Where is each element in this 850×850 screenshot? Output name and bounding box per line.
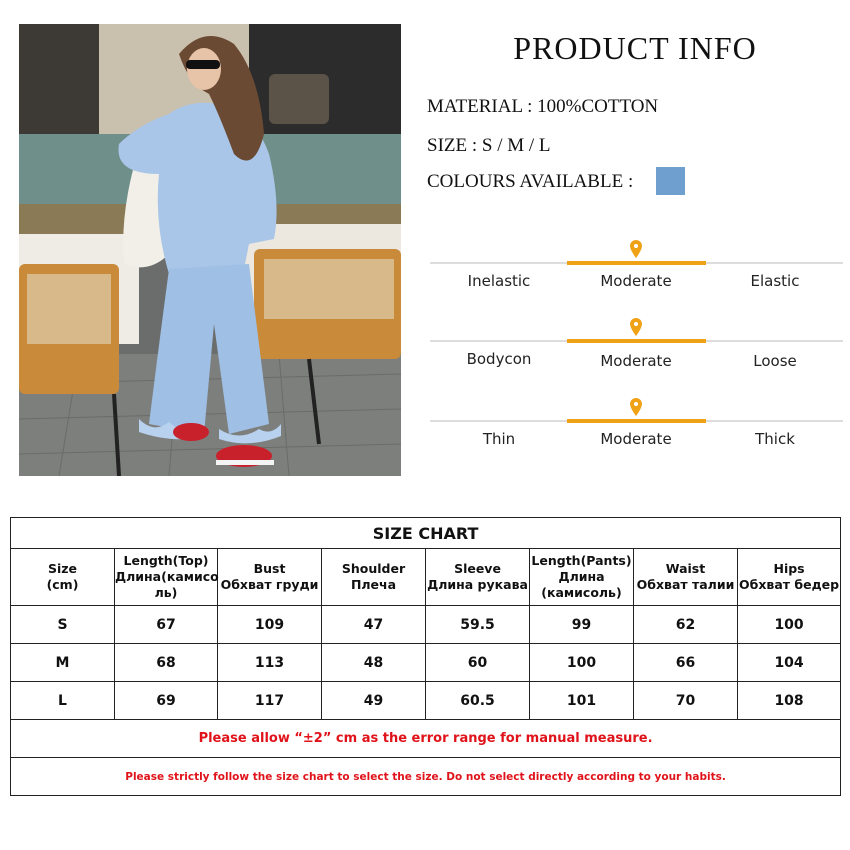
- error-range-note: Please allow “±2” cm as the error range for manual measure.: [11, 720, 841, 758]
- table-cell: 67: [115, 606, 218, 644]
- table-row: [11, 644, 841, 682]
- scale-left-label: Inelastic: [467, 272, 531, 290]
- scale-selected-segment: [567, 339, 706, 343]
- colour-swatch[interactable]: [656, 167, 685, 195]
- table-cell: 100: [530, 644, 634, 682]
- product-info-title: PRODUCT INFO: [513, 30, 757, 66]
- size-chart-table: [10, 517, 841, 796]
- thickness-scale: [430, 398, 843, 458]
- column-header: Length(Top) Длина(камисо ль): [115, 549, 218, 606]
- table-cell: 60: [426, 644, 530, 682]
- column-header: Waist Обхват талии: [634, 549, 738, 606]
- column-header: Shoulder Плеча: [322, 549, 426, 606]
- table-cell: 66: [634, 644, 738, 682]
- size-line: SIZE : S / M / L: [427, 135, 551, 156]
- location-pin-icon: [630, 318, 642, 336]
- scale-right-label: Loose: [753, 352, 797, 370]
- column-header: Hips Обхват бедер: [738, 549, 841, 606]
- table-cell: 69: [115, 682, 218, 720]
- scale-selected-segment: [567, 419, 706, 423]
- table-cell: 70: [634, 682, 738, 720]
- table-cell: S: [11, 606, 115, 644]
- scale-middle-label: Moderate: [600, 430, 672, 448]
- table-cell: 108: [738, 682, 841, 720]
- table-cell: 101: [530, 682, 634, 720]
- scale-left-label: Thin: [482, 430, 516, 448]
- table-row: [11, 682, 841, 720]
- product-photo: [19, 24, 401, 476]
- table-cell: 47: [322, 606, 426, 644]
- table-cell: 49: [322, 682, 426, 720]
- model-illustration: [19, 24, 401, 476]
- table-cell: 113: [218, 644, 322, 682]
- material-line: MATERIAL : 100%COTTON: [427, 96, 659, 117]
- table-cell: 48: [322, 644, 426, 682]
- scale-right-label: Thick: [755, 430, 795, 448]
- column-header: Sleeve Длина рукава: [426, 549, 530, 606]
- table-cell: 99: [530, 606, 634, 644]
- table-row: [11, 606, 841, 644]
- table-cell: 62: [634, 606, 738, 644]
- table-cell: 117: [218, 682, 322, 720]
- table-cell: 100: [738, 606, 841, 644]
- table-cell: M: [11, 644, 115, 682]
- table-cell: 59.5: [426, 606, 530, 644]
- size-chart-title: SIZE CHART: [11, 518, 841, 549]
- location-pin-icon: [630, 398, 642, 416]
- size-chart-header-row: [11, 549, 841, 606]
- column-header: Bust Обхват груди: [218, 549, 322, 606]
- scale-left-label: Bodycon: [466, 350, 532, 368]
- scale-selected-segment: [567, 261, 706, 265]
- size-advice-note: Please strictly follow the size chart to select the size. Do not select directly according to your habits.: [11, 758, 841, 796]
- location-pin-icon: [630, 240, 642, 258]
- scale-middle-label: Moderate: [600, 272, 672, 290]
- scale-middle-label: Moderate: [600, 352, 672, 370]
- column-header: Length(Pants) Длина (камисоль): [530, 549, 634, 606]
- fit-scale: [430, 318, 843, 378]
- elasticity-scale: [430, 240, 843, 300]
- table-cell: 68: [115, 644, 218, 682]
- table-cell: 109: [218, 606, 322, 644]
- table-cell: 104: [738, 644, 841, 682]
- column-header: Size (cm): [11, 549, 115, 606]
- table-cell: 60.5: [426, 682, 530, 720]
- table-cell: L: [11, 682, 115, 720]
- scale-right-label: Elastic: [750, 272, 800, 290]
- colours-line: COLOURS AVAILABLE :: [427, 171, 634, 192]
